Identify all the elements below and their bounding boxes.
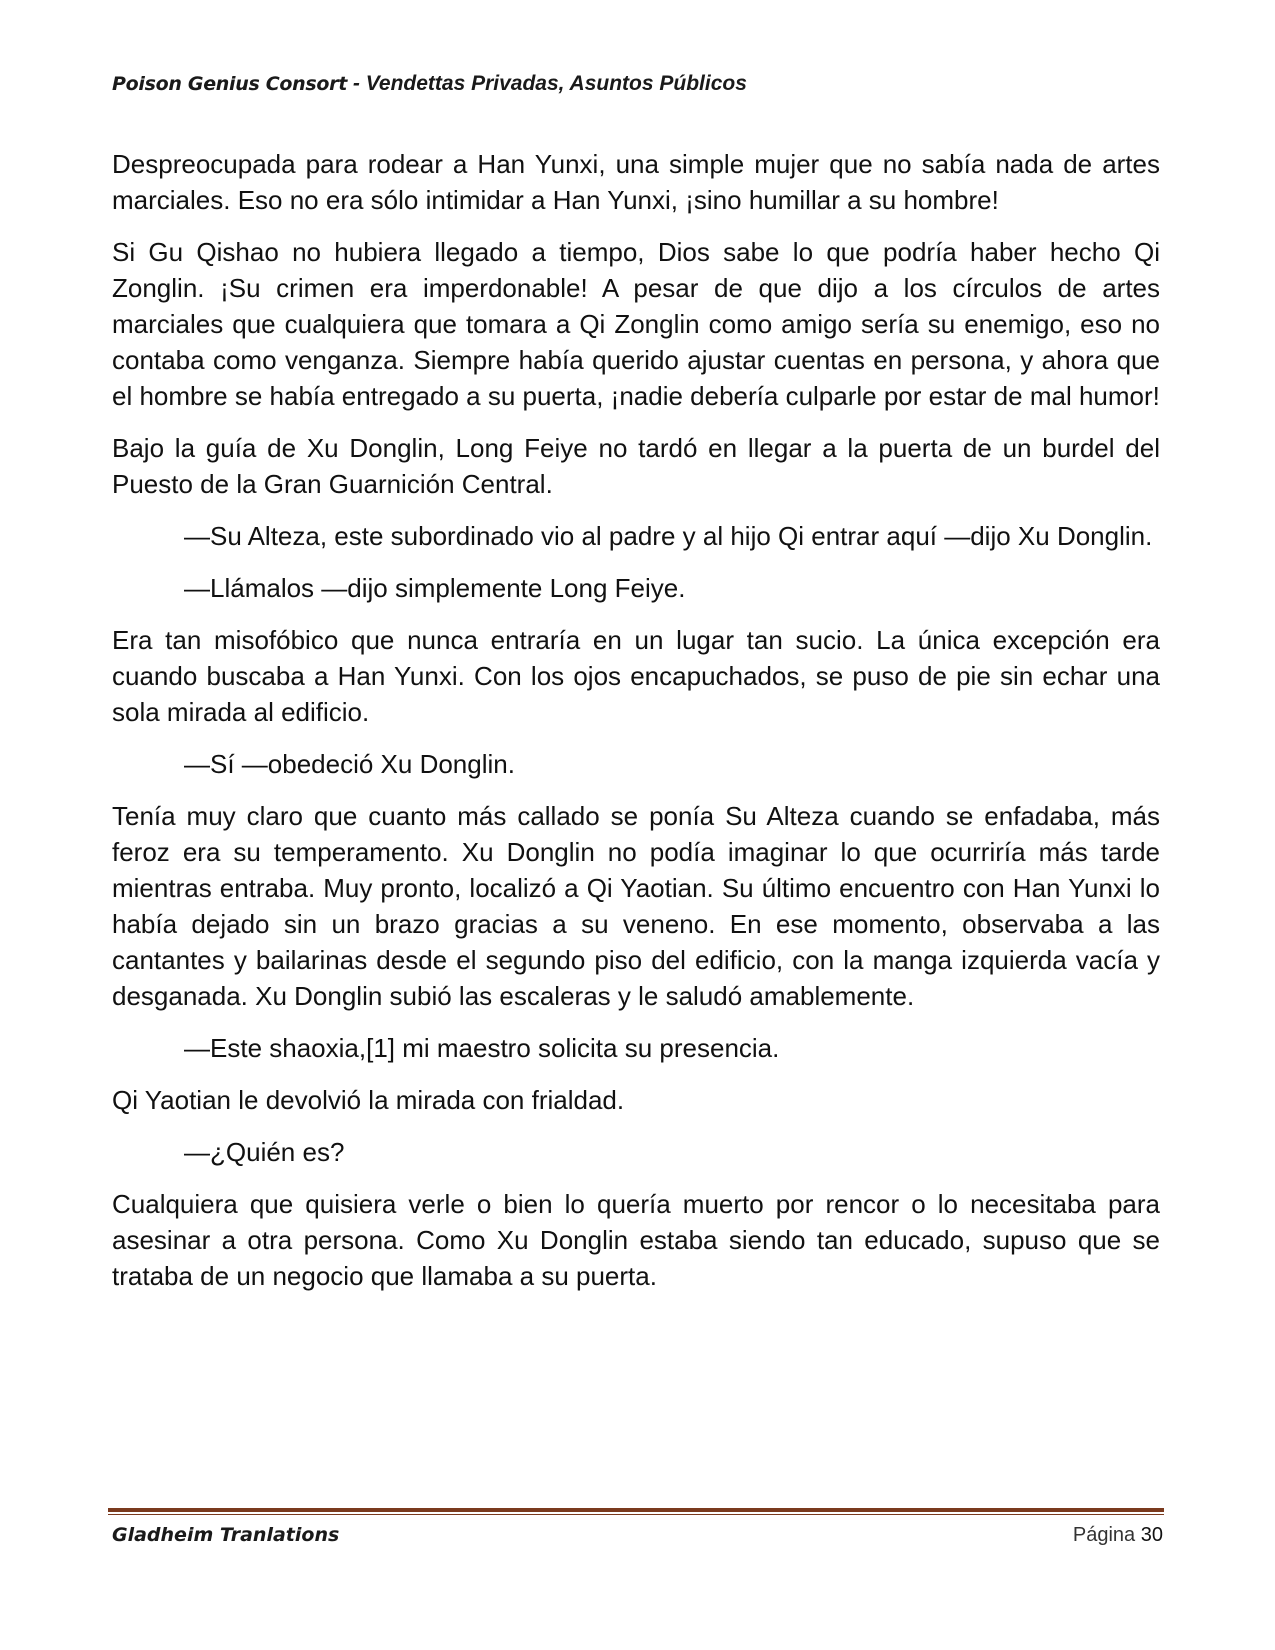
page-label: Página bbox=[1072, 1524, 1136, 1546]
paragraph: Cualquiera que quisiera verle o bien lo quería muerto por rencor o lo necesitaba para asesinar a otra persona. Como Xu Donglin estaba siendo tan educado, supuso que se trataba de un negocio que llamaba a su puerta. bbox=[112, 1189, 1160, 1291]
paragraph: Qi Yaotian le devolvió la mirada con frialdad. bbox=[112, 1085, 625, 1115]
dialogue-paragraph: —Este shaoxia,[1] mi maestro solicita su presencia. bbox=[184, 1033, 780, 1063]
paragraph: Bajo la guía de Xu Donglin, Long Feiye no tardó en llegar a la puerta de un burdel del Puesto de la Gran Guarnición Central. bbox=[112, 433, 1160, 499]
page-body bbox=[112, 146, 1160, 1310]
dialogue-paragraph: —Sí —obedeció Xu Donglin. bbox=[184, 749, 515, 779]
footer-divider bbox=[108, 1508, 1164, 1516]
publisher-name: Gladheim Tranlations bbox=[112, 1524, 340, 1546]
paragraph: Tenía muy claro que cuanto más callado se ponía Su Alteza cuando se enfadaba, más feroz era su temperamento. Xu Donglin no podía imaginar lo que ocurriría más tarde mientras entraba. Muy pronto, localizó a Qi Yaotian. Su último encuentro con Han Yunxi lo había dejado sin un brazo gracias a su veneno. En ese momento, observaba a las cantantes y bailarinas desde el segundo piso del edificio, con la manga izquierda vacía y desganada. Xu Donglin subió las escaleras y le saludó amablemente. bbox=[112, 801, 1160, 1011]
paragraph: Era tan misofóbico que nunca entraría en un lugar tan sucio. La única excepción era cuando buscaba a Han Yunxi. Con los ojos encapuchados, se puso de pie sin echar una sola mirada al edificio. bbox=[112, 625, 1160, 727]
dialogue-paragraph: —¿Quién es? bbox=[184, 1137, 345, 1167]
chapter-title: Vendettas Privadas, Asuntos Públicos bbox=[365, 72, 747, 95]
page-number: 30 bbox=[1140, 1524, 1163, 1546]
header-separator: - bbox=[347, 72, 366, 95]
footer-divider-thin bbox=[108, 1514, 1164, 1515]
paragraph: Si Gu Qishao no hubiera llegado a tiempo, Dios sabe lo que podría haber hecho Qi Zonglin. ¡Su crimen era imperdonable! A pesar de que dijo a los círculos de artes marciales que cualquiera que tomara a Qi Zonglin como amigo sería su enemigo, eso no contaba como venganza. Siempre había querido ajustar cuentas en persona, y ahora que el hombre se había entregado a su puerta, ¡nadie debería culparle por estar de mal humor! bbox=[112, 237, 1160, 411]
book-title: Poison Genius Consort bbox=[112, 73, 348, 95]
page-number-label bbox=[1073, 1524, 1163, 1547]
footer-divider-thick bbox=[108, 1508, 1164, 1512]
dialogue-paragraph: —Su Alteza, este subordinado vio al padre y al hijo Qi entrar aquí —dijo Xu Donglin. bbox=[184, 521, 1153, 551]
running-header bbox=[112, 72, 747, 96]
paragraph: Despreocupada para rodear a Han Yunxi, una simple mujer que no sabía nada de artes marciales. Eso no era sólo intimidar a Han Yunxi, ¡sino humillar a su hombre! bbox=[112, 149, 1160, 215]
dialogue-paragraph: —Llámalos —dijo simplemente Long Feiye. bbox=[184, 573, 686, 603]
